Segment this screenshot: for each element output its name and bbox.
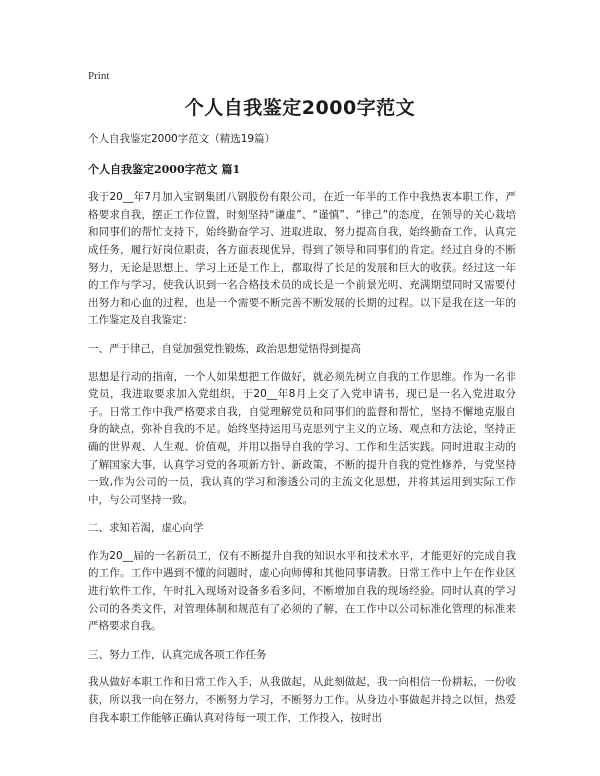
- print-label: Print: [88, 70, 110, 82]
- section-heading: 一、严于律己，自觉加强党性锻炼，政治思想觉悟得到提高: [88, 342, 361, 355]
- section-heading: 三、努力工作，认真完成各项工作任务: [88, 648, 267, 661]
- document-title: 个人自我鉴定2000字范文: [184, 97, 416, 119]
- section-paragraph: 我从做好本职工作和日常工作入手，从我做起，从此刻做起，我一向相信一份耕耘，一份收获，所以我一向在努力，不断努力学习，不断努力工作。从身边小事做起并持之以恒，热爱自我本职工作能够正确认真对待每一项工作，工作投入，按时出: [88, 676, 516, 724]
- document-subtitle: 个人自我鉴定2000字范文（精选19篇）: [88, 133, 276, 145]
- section-heading: 二、求知若渴，虚心向学: [88, 522, 204, 535]
- document-body: [88, 131, 516, 727]
- section-paragraph: 思想是行动的指南，一个人如果想把工作做好，就必须先树立自我的工作思维。作为一名非党员，我进取要求加入党组织，于20__年8月上交了入党申请书，现已是一名入党进取分子。日常工作中我严格要求自我，自觉理解党员和同事们的监督和帮忙，坚持不懈地克服自身的缺点，弥补自我的不足。始终坚持运用马克思列宁主义的立场、观点和方法论，坚持正确的世界观、人生观、价值观，并用以指导自我的学习、工作和生活实践。同时进取主动的了解国家大事，认真学习党的各项新方针、新政策，不断的提升自我的党性修养，与党坚持一致,作为公司的一员，我认真的学习和渗透公司的主流文化思想，并将其运用到实际工作中，与公司坚持一致。: [88, 370, 516, 506]
- piece-heading: 个人自我鉴定2000字范文 篇1: [88, 162, 241, 176]
- section-paragraph: 作为20__届的一名新员工，仅有不断提升自我的知识水平和技术水平，才能更好的完成自我的工作。工作中遇到不懂的问题时，虚心向师傅和其他同事请教。日常工作中上午在作业区进行软件工作，午时扎入现场对设备多看多问，不断增加自我的现场经验。同时认真的学习公司的各类文件，对管理体制和规范有了必须的了解，在工作中以公司标准化管理的标准来严格要求自我。: [88, 549, 516, 633]
- intro-paragraph: 我于20__年7月加入宝钢集团八钢股份有限公司，在近一年半的工作中我热衷本职工作，严格要求自我，摆正工作位置，时刻坚持“谦虚”、“谨慎”、“律己”的态度，在领导的关心栽培和同事们的帮忙支持下，始终勤奋学习、进取进取，努力提高自我，始终勤奋工作，认真完成任务，履行好岗位职责，各方面表现优异，得到了领导和同事们的肯定。经过自身的不断努力，无论是思想上、学习上还是工作上，都取得了长足的发展和巨大的收获。经过这一年的工作与学习，使我认识到一名合格技术员的成长是一个前景光明、充满期望同时又需要付出努力和心血的过程，也是一个需要不断完善不断发展的长期的过程。以下是我在这一年的工作鉴定及自我鉴定：: [88, 191, 516, 327]
